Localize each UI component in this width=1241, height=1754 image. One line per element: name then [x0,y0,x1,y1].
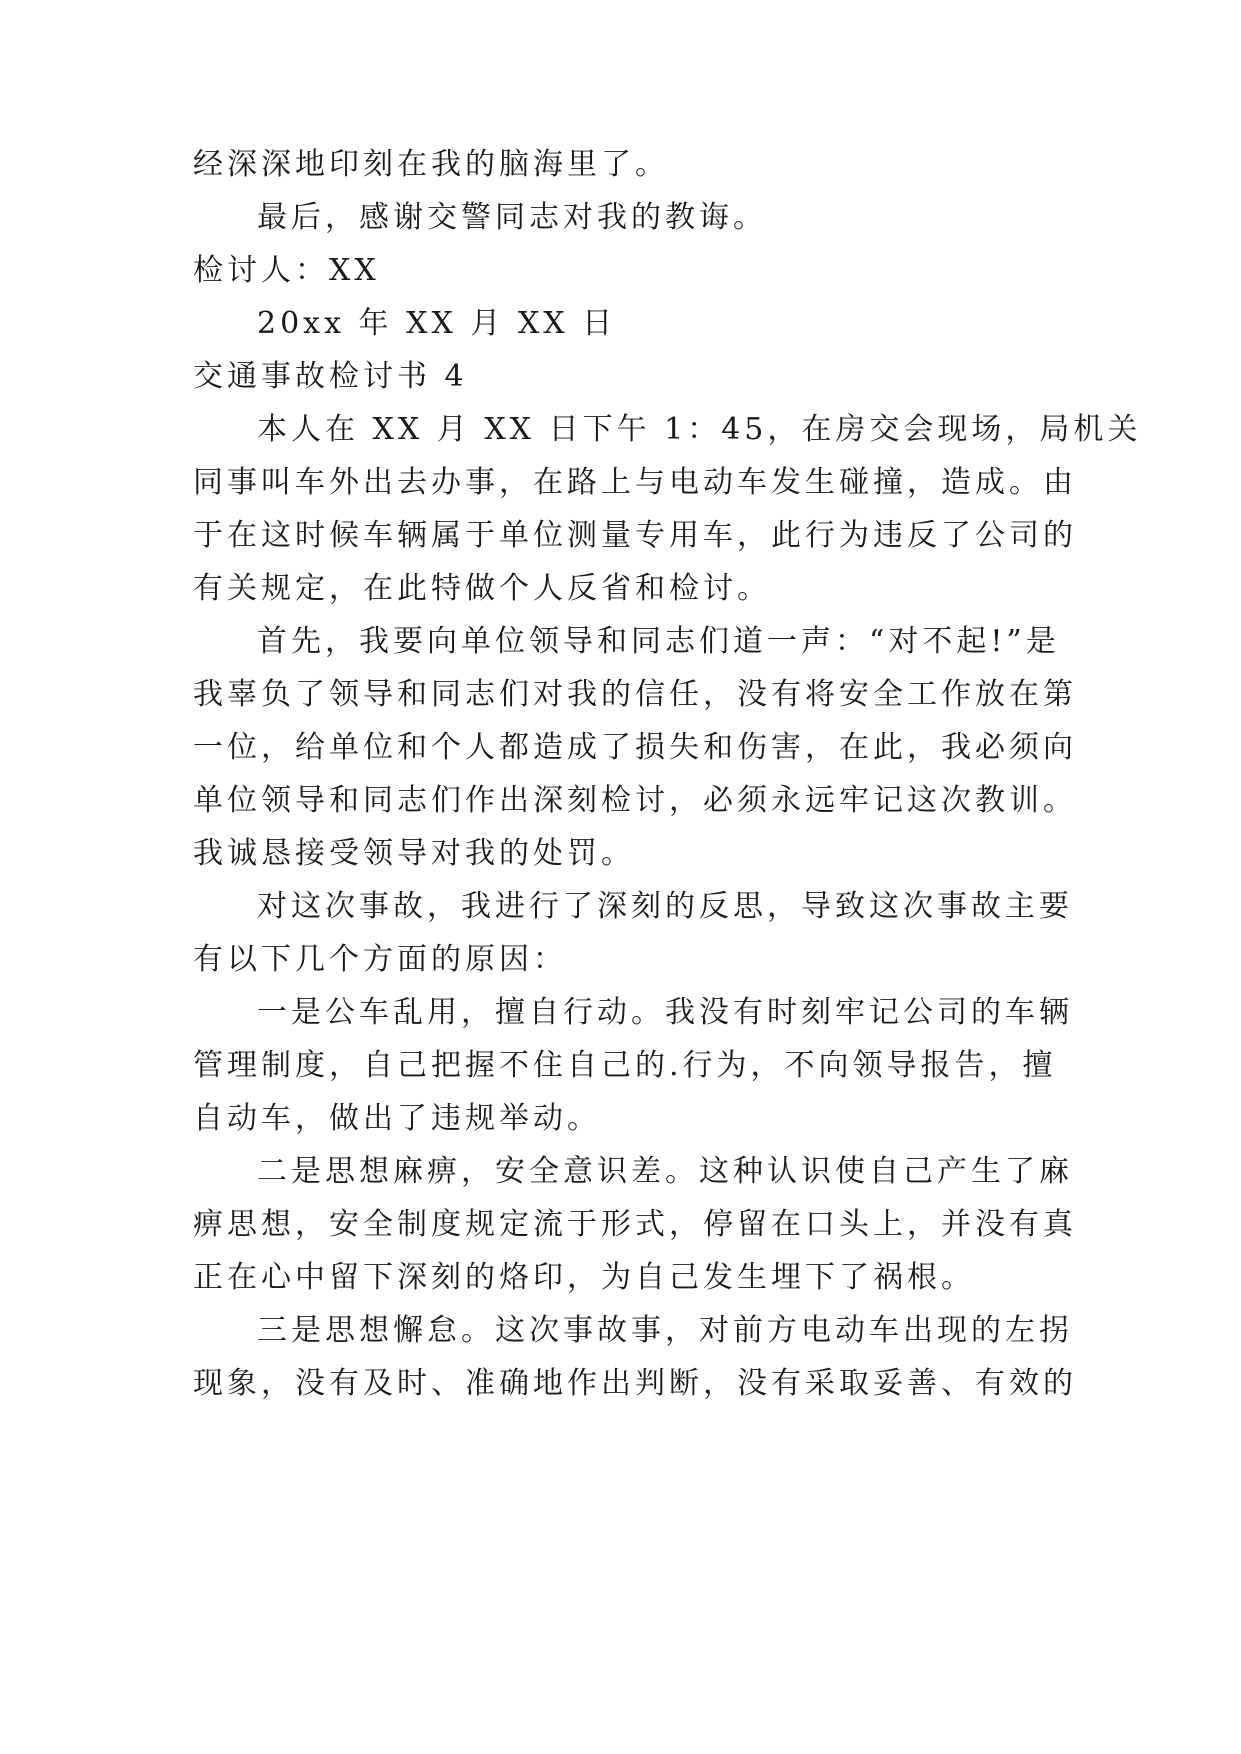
signer-line: 检讨人：XX [193,253,380,288]
text-line: 现象，没有及时、准确地作出判断，没有采取妥善、有效的 [193,1366,1077,1401]
text-line: 自动车，做出了违规举动。 [193,1101,601,1136]
text-line: 痹思想，安全制度规定流于形式，停留在口头上，并没有真 [193,1207,1077,1242]
date-line: 20xx 年 XX 月 XX 日 [257,306,617,341]
text-line: 一是公车乱用，擅自行动。我没有时刻牢记公司的车辆 [257,995,1073,1030]
text-line: 二是思想麻痹，安全意识差。这种认识使自己产生了麻 [257,1154,1073,1189]
text-line: 于在这时候车辆属于单位测量专用车，此行为违反了公司的 [193,518,1077,553]
text-line: 首先，我要向单位领导和同志们道一声：“对不起!”是 [257,624,1060,659]
text-line: 一位，给单位和个人都造成了损失和伤害，在此，我必须向 [193,730,1077,765]
text-line: 本人在 XX 月 XX 日下午 1：45，在房交会现场，局机关 [257,412,1142,447]
text-line: 我诚恳接受领导对我的处罚。 [193,836,635,871]
text-line: 有关规定，在此特做个人反省和检讨。 [193,571,771,606]
text-line: 我辜负了领导和同志们对我的信任，没有将安全工作放在第 [193,677,1077,712]
text-line: 经深深地印刻在我的脑海里了。 [193,147,669,182]
text-line: 单位领导和同志们作出深刻检讨，必须永远牢记这次教训。 [193,783,1077,818]
section-heading: 交通事故检讨书 4 [193,359,468,394]
text-line: 三是思想懈怠。这次事故事，对前方电动车出现的左拐 [257,1313,1073,1348]
text-line: 正在心中留下深刻的烙印，为自己发生埋下了祸根。 [193,1260,975,1295]
text-line: 有以下几个方面的原因： [193,942,567,977]
text-line: 最后，感谢交警同志对我的教诲。 [257,200,767,235]
text-line: 对这次事故，我进行了深刻的反思，导致这次事故主要 [257,889,1073,924]
text-line: 同事叫车外出去办事，在路上与电动车发生碰撞，造成。由 [193,465,1077,500]
text-line: 管理制度，自己把握不住自己的.行为，不向领导报告，擅 [193,1048,1057,1083]
